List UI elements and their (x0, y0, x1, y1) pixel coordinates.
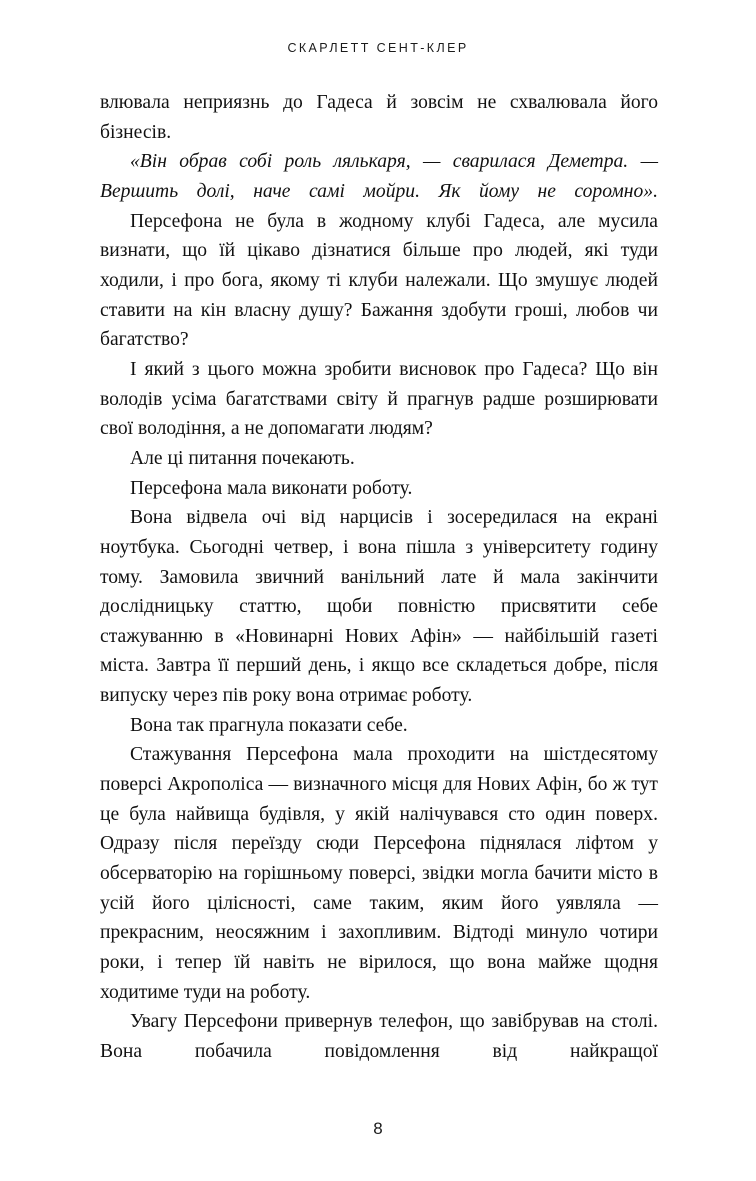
body-text (100, 88, 658, 1067)
paragraph: І який з цього можна зробити висновок про Гадеса? Що він володів усіма багатствами світу й прагнув радше розширювати свої володіння, а не допомагати людям? (100, 358, 658, 440)
paragraph: Персефона не була в жодному клубі Гадеса, але мусила визнати, що їй цікаво дізнатися більше про людей, які туди ходили, і про бога, якому ті клуби належали. Що змушує людей ставити на кін власну душу? Бажання здобути гроші, любов чи багатство? (100, 210, 658, 351)
running-head: СКАРЛЕТТ СЕНТ-КЛЕР (287, 41, 469, 55)
paragraph: Персефона мала виконати роботу. (130, 477, 413, 499)
paragraph-last-partial: Увагу Персефони привернув телефон, що завібрував на столі. Вона побачила повідомлення від найкращої (100, 1011, 658, 1062)
page-number: 8 (373, 1119, 383, 1138)
paragraph: Вона відвела очі від нарцисів і зосередилася на екрані ноутбука. Сьогодні четвер, і вона пішла з університету годину тому. Замовила звичний ванільний лате й мала закінчити дослідницьку статтю, щоби повністю присвятити себе стажуванню в «Новинарні Нових Афін» — найбільшій газеті міста. Завтра її перший день, і якщо все складеться добре, після випуску через пів року вона отримає роботу. (100, 507, 658, 707)
paragraph: Вона так прагнула показати себе. (130, 714, 408, 736)
paragraph-italic-quote: «Він обрав собі роль лялькаря, — сварилася Деметра. — Вершить долі, наче самі мойри. Як йому не соромно». (100, 151, 658, 202)
paragraph: Стажування Персефона мала проходити на шістдесятому поверсі Акрополіса — визначного місця для Нових Афін, бо ж тут це була найвища будівля, у якій налічувався сто один поверх. Одразу після переїзду сюди Персефона піднялася ліфтом у обсерваторію на горішньому поверсі, звідки могла бачити місто в усій його цілісності, саме таким, яким його уявляла — прекрасним, неосяжним і захопливим. Відтоді минуло чотири роки, і тепер їй навіть не вірилося, що вона майже щодня ходитиме туди на роботу. (100, 744, 658, 1003)
paragraph: Але ці питання почекають. (130, 447, 355, 469)
paragraph-continuation: влювала неприязнь до Гадеса й зовсім не схвалювала його бізнесів. (100, 92, 658, 143)
